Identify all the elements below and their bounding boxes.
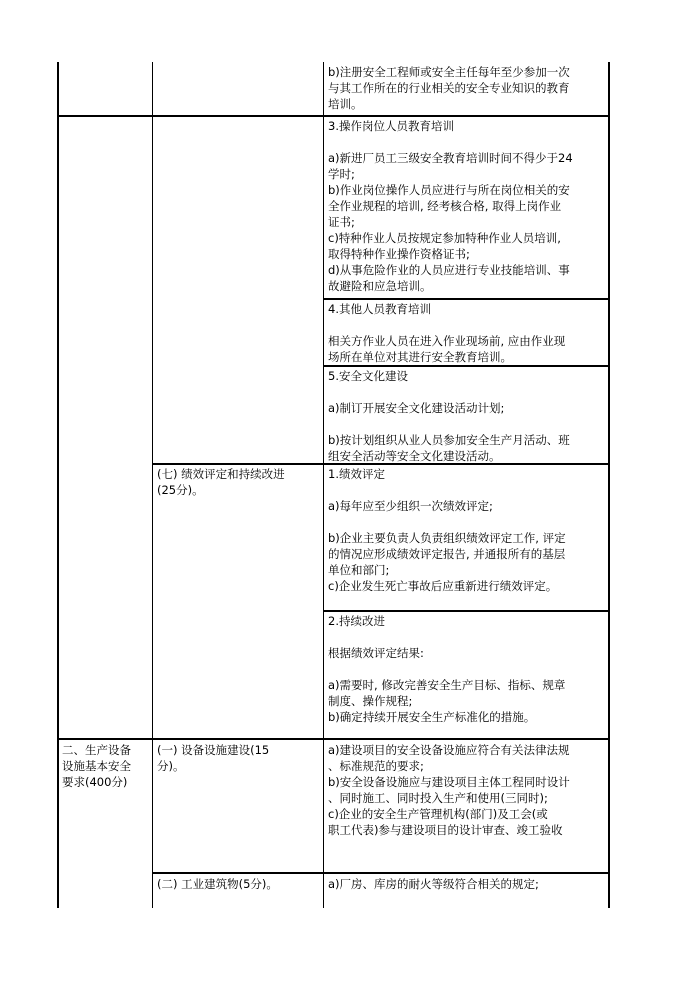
- requirement-cell: [328, 742, 610, 838]
- category-cell: [157, 876, 322, 892]
- requirement-cell: [328, 613, 610, 725]
- section-label: 二、生产设备: [62, 743, 131, 757]
- text-line: b)作业岗位操作人员应进行与所在岗位相关的安: [328, 183, 570, 197]
- section-heading: 3.操作岗位人员教育培训: [328, 119, 454, 133]
- category-label: (一) 设备设施建设(15: [157, 743, 270, 757]
- category-cell: [157, 466, 322, 498]
- text-line: 根据绩效评定结果:: [328, 646, 424, 660]
- text-line: c)企业发生死亡事故后应重新进行绩效评定。: [328, 579, 558, 593]
- section-heading: 1.绩效评定: [328, 467, 385, 481]
- text-line: a)建设项目的安全设备设施应符合有关法律法规: [328, 743, 570, 757]
- text-line: a)新进厂员工三级安全教育培训时间不得少于24: [328, 151, 573, 165]
- text-line: 、同时施工、同时投入生产和使用(三同时);: [328, 791, 548, 805]
- section-label: 设施基本安全: [62, 759, 131, 773]
- requirement-cell: [328, 301, 610, 365]
- text-line: 的情况应形成绩效评定报告, 并通报所有的基层: [328, 547, 566, 561]
- text-line: 故避险和应急培训。: [328, 279, 432, 293]
- text-line: 学时;: [328, 167, 355, 181]
- text-line: b)确定持续开展安全生产标准化的措施。: [328, 710, 536, 724]
- text-line: 职工代表)参与建设项目的设计审查、竣工验收: [328, 823, 563, 837]
- text-line: 全作业规程的培训, 经考核合格, 取得上岗作业: [328, 199, 562, 213]
- text-line: b)安全设备设施应与建设项目主体工程同时设计: [328, 775, 570, 789]
- table-border-left: [57, 62, 59, 908]
- text-line: 取得特种作业操作资格证书;: [328, 247, 470, 261]
- text-line: a)制订开展安全文化建设活动计划;: [328, 401, 505, 415]
- row-divider: [57, 115, 610, 117]
- text-line: b)企业主要负责人负责组织绩效评定工作, 评定: [328, 531, 566, 545]
- text-line: c)特种作业人员按规定参加特种作业人员培训,: [328, 231, 561, 245]
- section-cell: [62, 742, 150, 790]
- text-line: 、标准规范的要求;: [328, 759, 424, 773]
- row-divider: [323, 365, 610, 367]
- text-line: 与其工作所在的行业相关的安全专业知识的教育: [328, 81, 570, 95]
- text-line: a)厂房、库房的耐火等级符合相关的规定;: [328, 877, 539, 891]
- requirement-cell: [328, 118, 610, 294]
- row-divider: [323, 610, 610, 612]
- row-divider: [323, 298, 610, 300]
- text-line: b)按计划组织从业人员参加安全生产月活动、班: [328, 433, 570, 447]
- column-divider-2: [323, 62, 324, 908]
- category-label: (25分)。: [157, 483, 204, 497]
- text-line: 相关方作业人员在进入作业现场前, 应由作业现: [328, 334, 566, 348]
- text-line: c)企业的安全生产管理机构(部门)及工会(或: [328, 807, 548, 821]
- text-line: b)注册安全工程师或安全主任每年至少参加一次: [328, 65, 570, 79]
- text-line: 制度、操作规程;: [328, 694, 413, 708]
- category-cell: [157, 742, 322, 774]
- row-divider: [57, 738, 610, 740]
- requirement-cell: [328, 466, 610, 594]
- category-label: (七) 绩效评定和持续改进: [157, 467, 285, 481]
- text-line: a)需要时, 修改完善安全生产目标、指标、规章: [328, 678, 566, 692]
- requirement-cell: [328, 876, 610, 892]
- text-line: d)从事危险作业的人员应进行专业技能培训、事: [328, 263, 570, 277]
- category-label: 分)。: [157, 759, 185, 773]
- section-heading: 4.其他人员教育培训: [328, 302, 431, 316]
- category-label: (二) 工业建筑物(5分)。: [157, 877, 278, 891]
- section-label: 要求(400分): [62, 775, 128, 789]
- text-line: 场所在单位对其进行安全教育培训。: [328, 350, 512, 364]
- text-line: 单位和部门;: [328, 563, 390, 577]
- section-heading: 2.持续改进: [328, 614, 385, 628]
- requirement-cell: [328, 64, 610, 112]
- text-line: a)每年应至少组织一次绩效评定;: [328, 499, 493, 513]
- section-heading: 5.安全文化建设: [328, 369, 408, 383]
- requirement-cell: [328, 368, 610, 464]
- text-line: 组安全活动等安全文化建设活动。: [328, 449, 501, 463]
- row-divider: [152, 872, 610, 874]
- text-line: 培训。: [328, 97, 363, 111]
- column-divider-1: [152, 62, 153, 908]
- text-line: 证书;: [328, 215, 355, 229]
